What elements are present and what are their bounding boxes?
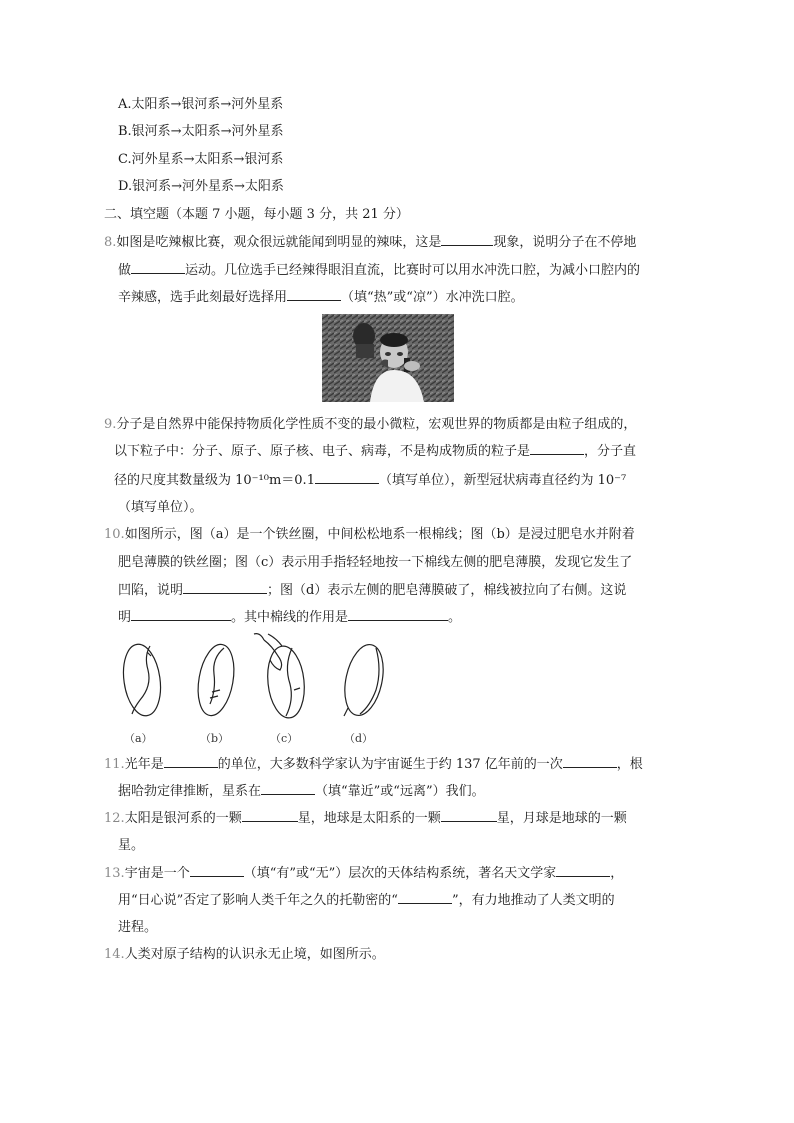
q13-text: 宇宙是一个	[124, 866, 190, 881]
q10-text: 明	[118, 610, 132, 625]
q12-text: 星，地球是太阳系的一颗	[297, 811, 441, 826]
q9-line2	[114, 441, 636, 462]
option-c: C.河外星系→太阳系→银河系	[118, 152, 284, 167]
q11-blank3[interactable]	[261, 781, 315, 795]
q9-blank1[interactable]	[530, 441, 584, 455]
wire-loop-b	[193, 642, 239, 719]
q9-line3	[114, 470, 626, 491]
q12-number: 12.	[104, 811, 125, 826]
q8-blank2[interactable]	[131, 260, 185, 274]
q11-text: 光年是	[124, 757, 164, 772]
q10-text: 。	[448, 610, 462, 625]
q14-line1	[104, 945, 385, 965]
q10-blank2[interactable]	[131, 607, 231, 621]
q8-text: 辛辣感，选手此刻最好选择用	[118, 290, 288, 305]
q10-line1	[104, 525, 635, 545]
q13-blank2[interactable]	[556, 863, 610, 877]
q10-text: 如图所示，图（a）是一个铁丝圈，中间松松地系一根棉线；图（b）是浸过肥皂水并附着	[124, 527, 635, 542]
q8-text: （填“热”或“凉”）水冲洗口腔。	[341, 290, 524, 305]
q10-text: ；图（d）表示左侧的肥皂薄膜破了，棉线被拉向了右侧。这说	[267, 583, 627, 598]
q11-text: 的单位，大多数科学家认为宇宙诞生于约 137 亿年前的一次	[217, 757, 563, 772]
q13-number: 13.	[104, 866, 125, 881]
q13-text: ，	[610, 866, 624, 881]
q11-blank1[interactable]	[164, 754, 218, 768]
q8-line3	[118, 287, 524, 308]
caption-a: （a）	[124, 732, 153, 745]
q8-text: 运动。几位选手已经辣得眼泪直流，比赛时可以用水冲洗口腔，为减小口腔内的	[185, 263, 641, 278]
q10-blank3[interactable]	[348, 607, 448, 621]
q13-text: ”，有力地推动了人类文明的	[451, 893, 615, 908]
chili-contest-photo	[322, 314, 454, 402]
q10-blank1[interactable]	[183, 580, 267, 594]
q8-line1	[104, 232, 636, 253]
q13-line1	[104, 863, 623, 884]
q13-line2	[118, 890, 615, 911]
q9-text: 分子是自然界中能保持物质化学性质不变的最小微粒，宏观世界的物质都是由粒子组成的，	[116, 417, 637, 432]
q12-text: 太阳是银河系的一颗	[124, 811, 242, 826]
q10-text: 凹陷，说明	[118, 583, 184, 598]
q10-text: 肥皂薄膜的铁丝圈；图（c）表示用手指轻轻地按一下棉线左侧的肥皂薄膜，发现它发生了	[118, 555, 633, 570]
q13-text: （填“有”或“无”）层次的天体结构系统，著名天文学家	[243, 866, 557, 881]
q12-line1	[104, 808, 627, 829]
option-a: A.太阳系→银河系→河外星系	[118, 97, 284, 112]
q11-text: 据哈勃定律推断，星系在	[118, 784, 262, 799]
q9-text: （填写单位），新型冠状病毒直径约为 10⁻⁷	[378, 473, 627, 488]
q10-line3	[118, 580, 626, 601]
q10-text: 。其中棉线的作用是	[231, 610, 349, 625]
q12-text: 星。	[118, 838, 145, 853]
q9-text: 以下粒子中：分子、原子、原子核、电子、病毒，不是构成物质的粒子是	[114, 444, 531, 459]
q9-line4	[118, 498, 203, 518]
q12-line2	[118, 836, 144, 856]
section-heading: 二、填空题（本题 7 小题，每小题 3 分，共 21 分）	[104, 207, 409, 222]
caption-c: （c）	[270, 732, 299, 745]
q10-number: 10.	[104, 527, 125, 542]
q9-blank2[interactable]	[315, 470, 379, 484]
thread-a	[132, 646, 150, 714]
q9-line1	[104, 415, 636, 435]
q12-blank1[interactable]	[242, 808, 298, 822]
caption-b: （b）	[200, 732, 230, 745]
wire-loop-c	[264, 644, 307, 719]
thread-b	[210, 648, 224, 704]
q13-line3	[118, 918, 157, 938]
q11-text: ，根	[616, 757, 643, 772]
q8-line2	[118, 260, 640, 281]
q9-text: 径的尺度其数量级为 10⁻¹⁰m＝0.1	[114, 473, 315, 488]
q8-text: 如图是吃辣椒比赛，观众很远就能闻到明显的辣味，这是	[116, 235, 442, 250]
q12-text: 星，月球是地球的一颗	[496, 811, 627, 826]
option-d: D.银河系→河外星系→太阳系	[118, 179, 284, 194]
q8-blank3[interactable]	[287, 287, 341, 301]
q14-text: 人类对原子结构的认识永无止境，如图所示。	[124, 947, 385, 962]
q9-number: 9.	[104, 417, 117, 432]
q9-text: （填写单位）。	[118, 500, 203, 515]
q13-text: 用“日心说”否定了影响人类千年之久的托勒密的“	[118, 893, 398, 908]
q13-text: 进程。	[118, 920, 158, 935]
q13-blank3[interactable]	[398, 890, 452, 904]
q11-text: （填“靠近”或“远离”）我们。	[315, 784, 485, 799]
thread-d	[360, 648, 379, 714]
wire-loop-a	[119, 642, 165, 718]
q10-line4	[118, 607, 461, 628]
q8-number: 8.	[104, 235, 117, 250]
thread-c	[286, 648, 292, 716]
q11-line2	[118, 781, 485, 802]
q10-line2	[118, 553, 632, 573]
finger-c	[254, 634, 282, 670]
q11-blank2[interactable]	[563, 754, 617, 768]
option-b: B.银河系→太阳系→河外星系	[118, 124, 284, 139]
caption-d: （d）	[344, 732, 374, 745]
q14-number: 14.	[104, 947, 125, 962]
q13-blank1[interactable]	[190, 863, 244, 877]
q9-text: ，分子直	[584, 444, 637, 459]
q8-blank1[interactable]	[441, 232, 493, 246]
q11-line1	[104, 754, 643, 775]
q8-text: 现象，说明分子在不停地	[493, 235, 637, 250]
q11-number: 11.	[104, 757, 125, 772]
q8-text: 做	[118, 263, 132, 278]
q12-blank2[interactable]	[441, 808, 497, 822]
wire-loop-figures	[114, 630, 384, 745]
